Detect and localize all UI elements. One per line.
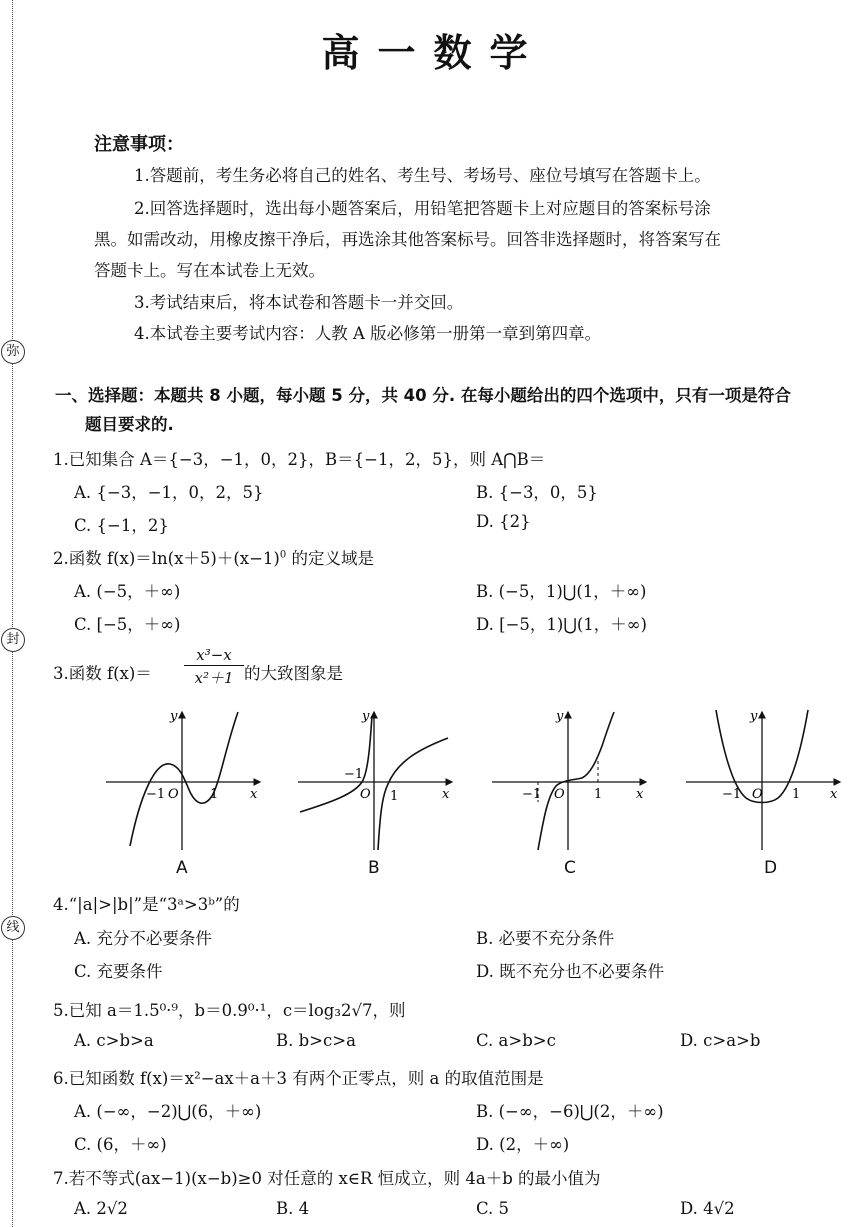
question-5-option-c: C. a>b>c (476, 1031, 556, 1050)
seal-char-feng: 封 (1, 628, 25, 652)
question-3-stem-suffix: 的大致图象是 (244, 664, 343, 683)
question-2-option-b: B. (−5，1)⋃(1，＋∞) (476, 582, 647, 601)
tick-label-neg1: −1 (146, 787, 166, 802)
section-header-line1: 一、选择题：本题共 8 小题，每小题 5 分，共 40 分. 在每小题给出的四个选项中，只有一项是符合 (55, 386, 791, 405)
notice-item-1: 1.答题前，考生务必将自己的姓名、考生号、考场号、座位号填写在答题卡上。 (134, 166, 711, 185)
question-7-stem: 7.若不等式(ax−1)(x−b)≥0 对任意的 x∈R 恒成立，则 4a＋b 的最小值为 (53, 1169, 601, 1188)
question-6-option-c: C. (6，＋∞) (74, 1135, 167, 1154)
question-5-stem: 5.已知 a＝1.5⁰·⁹，b＝0.9⁰·¹，c＝log₃2√7，则 (53, 1001, 406, 1020)
axis-label-y: y (750, 709, 758, 724)
tick-label-neg1: −1 (522, 787, 542, 802)
question-6-option-a: A. (−∞，−2)⋃(6，＋∞) (74, 1102, 262, 1121)
curve-right-branch (378, 738, 448, 850)
axis-label-y: y (170, 709, 178, 724)
question-2-option-c: C. [−5，＋∞) (74, 615, 181, 634)
question-4-option-c: C. 充要条件 (74, 962, 163, 981)
axis-label-x: x (250, 787, 258, 802)
axis-label-x: x (442, 787, 450, 802)
graph-a-label: A (176, 858, 188, 878)
question-5-option-d: D. c>a>b (680, 1031, 761, 1050)
graph-b-label: B (368, 858, 380, 878)
question-4-option-b: B. 必要不充分条件 (476, 929, 615, 948)
curve (538, 712, 614, 850)
graph-b (292, 706, 460, 854)
axis-label-x: x (830, 787, 838, 802)
question-2-exponent: 0 (279, 549, 287, 561)
question-3-fraction (184, 646, 244, 688)
curve (130, 712, 238, 846)
origin-label: O (752, 787, 763, 802)
graph-d-label: D (764, 858, 778, 878)
axis-label-y: y (556, 709, 564, 724)
page-title: 高一数学 (321, 31, 546, 75)
question-5-option-a: A. c>b>a (74, 1031, 154, 1050)
question-2-option-a: A. (−5，＋∞) (74, 582, 181, 601)
question-1-option-d: D. {2} (476, 512, 531, 531)
question-2-stem-tail: 的定义域是 (286, 549, 374, 568)
tick-label-1: 1 (792, 787, 801, 802)
question-2-option-d: D. [−5，1)⋃(1，＋∞) (476, 615, 647, 634)
question-6-option-d: D. (2，＋∞) (476, 1135, 570, 1154)
tick-label-1: 1 (390, 789, 399, 804)
binding-dotted-line (12, 0, 13, 1227)
question-1-option-b: B. {−3，0，5} (476, 483, 598, 502)
question-7-option-b: B. 4 (276, 1199, 310, 1218)
question-1-stem: 1.已知集合 A＝{−3，−1，0，2}，B＝{−1，2，5}，则 A⋂B＝ (53, 450, 546, 469)
tick-label-neg1: −1 (722, 787, 742, 802)
question-2-stem (53, 545, 374, 569)
graph-d (680, 706, 848, 854)
question-1-option-c: C. {−1，2} (74, 516, 169, 535)
axis-label-y: y (362, 709, 370, 724)
fraction-numerator: x³−x (184, 646, 244, 666)
seal-char-mi: 弥 (1, 340, 25, 364)
notice-heading: 注意事项： (94, 134, 184, 155)
question-6-stem: 6.已知函数 f(x)＝x²−ax＋a＋3 有两个正零点，则 a 的取值范围是 (53, 1069, 544, 1088)
graph-c-label: C (564, 858, 576, 878)
notice-item-2-line1: 2.回答选择题时，选出每小题答案后，用铅笔把答题卡上对应题目的答案标号涂 (134, 199, 711, 218)
question-7-option-d: D. 4√2 (680, 1199, 735, 1218)
question-4-option-d: D. 既不充分也不必要条件 (476, 962, 665, 981)
question-7-option-c: C. 5 (476, 1199, 510, 1218)
origin-label: O (360, 787, 371, 802)
tick-label-neg1: −1 (344, 767, 364, 782)
fraction-denominator: x²＋1 (194, 669, 234, 687)
notice-item-2-line2: 黑。如需改动，用橡皮擦干净后，再选涂其他答案标号。回答非选择题时，将答案写在 (94, 230, 721, 249)
origin-label: O (554, 787, 565, 802)
origin-label: O (168, 787, 179, 802)
question-7-option-a: A. 2√2 (74, 1199, 128, 1218)
section-header (55, 381, 867, 439)
question-1-option-a: A. {−3，−1，0，2，5} (74, 483, 264, 502)
question-2-stem-main: 2.函数 f(x)＝ln(x＋5)＋(x−1) (53, 549, 280, 568)
notice-item-4: 4.本试卷主要考试内容：人教 A 版必修第一册第一章到第四章。 (134, 324, 602, 343)
notice-item-3: 3.考试结束后，将本试卷和答题卡一并交回。 (134, 293, 464, 312)
question-5-option-b: B. b>c>a (276, 1031, 356, 1050)
question-6-option-b: B. (−∞，−6)⋃(2，＋∞) (476, 1102, 664, 1121)
tick-label-1: 1 (594, 787, 603, 802)
notice-item-2-line3: 答题卡上。写在本试卷上无效。 (94, 261, 325, 280)
question-3-stem-prefix: 3.函数 f(x)＝ (53, 664, 152, 683)
seal-char-xian: 线 (1, 916, 25, 940)
section-header-line2: 题目要求的. (85, 415, 174, 434)
graph-c (486, 706, 654, 854)
question-4-stem: 4.“|a|>|b|”是“3ᵃ>3ᵇ”的 (53, 895, 240, 914)
tick-label-1: 1 (210, 787, 219, 802)
question-4-option-a: A. 充分不必要条件 (74, 929, 212, 948)
graph-a (100, 706, 268, 854)
axis-label-x: x (636, 787, 644, 802)
